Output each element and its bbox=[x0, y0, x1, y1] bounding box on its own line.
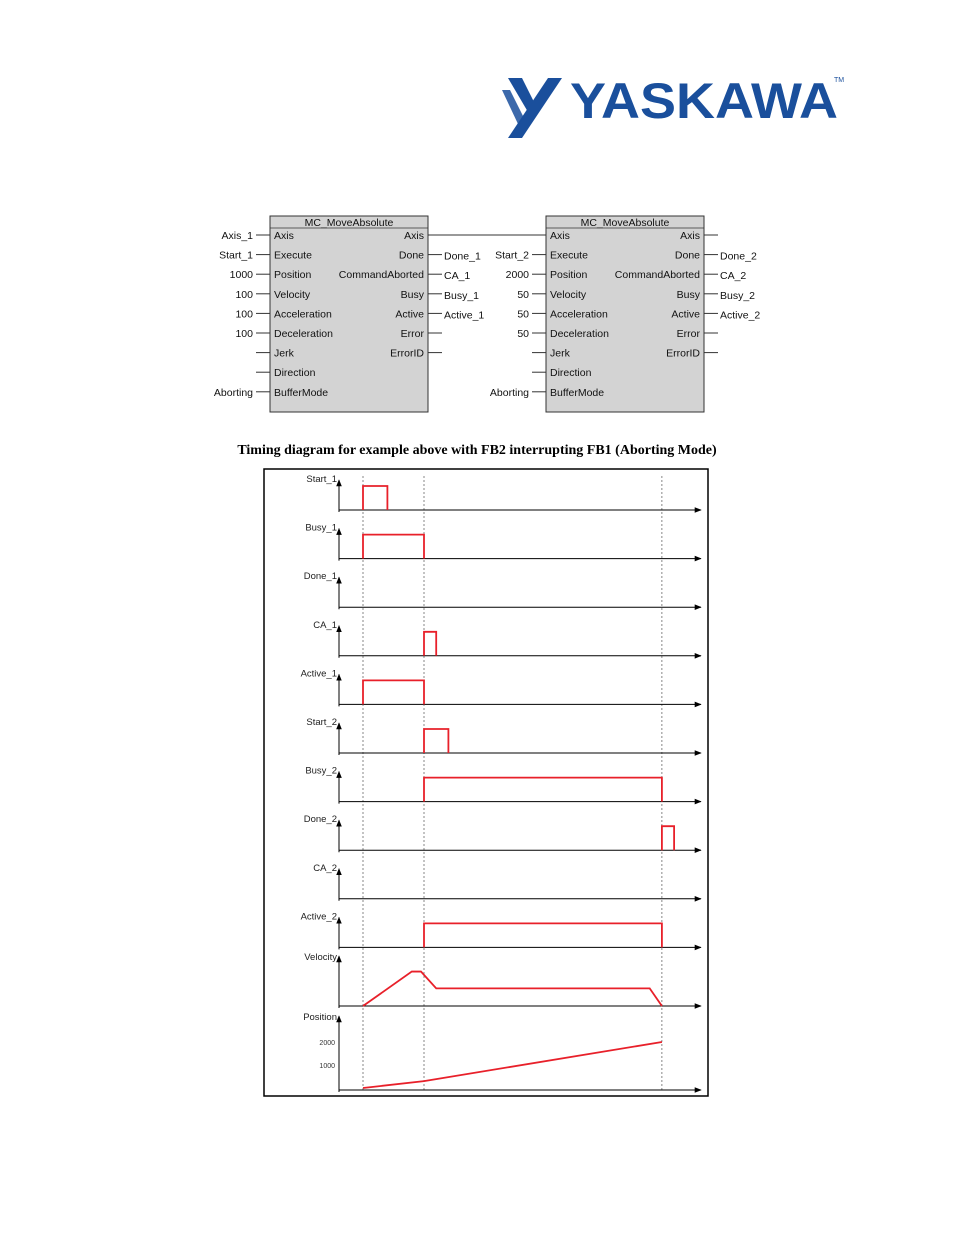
input-pin-buffermode: BufferMode bbox=[274, 386, 329, 399]
signal-high-pulse bbox=[662, 826, 674, 850]
yaskawa-logo bbox=[500, 70, 850, 145]
input-value: Start_2 bbox=[495, 249, 529, 262]
output-pin-error: Error bbox=[400, 328, 424, 340]
signal-velocity bbox=[304, 952, 701, 1008]
input-value: 50 bbox=[517, 308, 529, 321]
input-pin-acceleration: Acceleration bbox=[550, 308, 608, 321]
output-value: Done_1 bbox=[444, 250, 481, 263]
velocity-profile bbox=[363, 972, 662, 1006]
output-pin-done: Done bbox=[398, 249, 424, 262]
timing-diagram bbox=[263, 468, 709, 1098]
input-value: Aborting bbox=[489, 386, 529, 399]
signal-high-pulse bbox=[424, 778, 662, 802]
output-pin-errorid: ErrorID bbox=[666, 347, 700, 360]
signal-label: Position bbox=[303, 1012, 337, 1023]
signal-label: Done_2 bbox=[303, 814, 337, 826]
signal-busy_1 bbox=[305, 523, 701, 561]
signal-high-pulse bbox=[363, 486, 387, 510]
position-profile bbox=[363, 1042, 662, 1088]
input-value: Axis_1 bbox=[221, 230, 253, 242]
input-pin-velocity: Velocity bbox=[550, 288, 587, 301]
signal-label: Start_2 bbox=[306, 717, 337, 728]
function-block-title: MC_MoveAbsolute bbox=[304, 217, 394, 229]
position-tick-label: 2000 bbox=[319, 1040, 335, 1047]
output-pin-commandaborted: CommandAborted bbox=[338, 269, 424, 282]
input-value: 100 bbox=[235, 308, 253, 321]
input-value: 50 bbox=[517, 328, 529, 340]
output-pin-axis: Axis bbox=[404, 230, 424, 242]
input-pin-velocity: Velocity bbox=[274, 288, 311, 301]
output-value: CA_1 bbox=[444, 270, 471, 283]
input-pin-execute: Execute bbox=[274, 249, 312, 262]
function-block-1 bbox=[214, 216, 485, 412]
brand-trademark: TM bbox=[834, 77, 845, 84]
input-pin-execute: Execute bbox=[550, 249, 588, 262]
output-pin-busy: Busy bbox=[400, 288, 424, 301]
output-pin-busy: Busy bbox=[676, 288, 700, 301]
output-value: Busy_1 bbox=[444, 289, 480, 302]
signal-label: Velocity bbox=[304, 952, 337, 963]
signal-label: Done_1 bbox=[303, 571, 337, 583]
input-value: 100 bbox=[235, 288, 253, 301]
input-pin-buffermode: BufferMode bbox=[550, 386, 605, 399]
signal-label: CA_2 bbox=[313, 862, 337, 874]
output-pin-error: Error bbox=[676, 328, 700, 340]
yaskawa-emblem-icon bbox=[502, 78, 562, 138]
timing-frame bbox=[264, 469, 708, 1096]
signal-high-pulse bbox=[363, 680, 424, 704]
input-pin-deceleration: Deceleration bbox=[550, 328, 609, 340]
signal-high-pulse bbox=[424, 632, 436, 656]
input-value: 1000 bbox=[229, 269, 253, 282]
signal-high-pulse bbox=[363, 535, 424, 559]
output-pin-commandaborted: CommandAborted bbox=[614, 269, 700, 282]
function-block-2 bbox=[490, 216, 761, 412]
signal-label: CA_1 bbox=[313, 619, 337, 631]
input-value: 50 bbox=[517, 288, 529, 301]
input-value: Aborting bbox=[213, 386, 253, 399]
input-pin-position: Position bbox=[550, 269, 588, 282]
signal-active_2 bbox=[301, 911, 701, 949]
output-pin-active: Active bbox=[395, 308, 424, 321]
signal-label: Active_2 bbox=[300, 911, 337, 923]
input-value: Start_1 bbox=[219, 249, 253, 262]
brand-name: YASKAWA bbox=[570, 73, 838, 129]
input-pin-axis: Axis bbox=[274, 230, 294, 242]
signal-start_2 bbox=[306, 717, 701, 755]
output-value: Active_2 bbox=[720, 309, 761, 322]
input-pin-direction: Direction bbox=[550, 367, 592, 380]
input-pin-position: Position bbox=[274, 269, 312, 282]
input-value: 100 bbox=[235, 328, 253, 340]
position-tick-label: 1000 bbox=[319, 1063, 335, 1070]
output-value: Busy_2 bbox=[720, 289, 756, 302]
signal-ca_2 bbox=[313, 863, 701, 901]
timing-diagram-title: Timing diagram for example above with FB2 interrupting FB1 (Aborting Mode) bbox=[237, 443, 717, 458]
input-pin-acceleration: Acceleration bbox=[274, 308, 332, 321]
output-value: CA_2 bbox=[720, 270, 747, 283]
signal-label: Active_1 bbox=[300, 668, 337, 680]
input-pin-axis: Axis bbox=[550, 230, 570, 242]
input-value: 2000 bbox=[505, 269, 529, 282]
input-pin-direction: Direction bbox=[274, 367, 316, 380]
output-pin-errorid: ErrorID bbox=[390, 347, 424, 360]
input-pin-jerk: Jerk bbox=[550, 347, 570, 360]
output-pin-axis: Axis bbox=[680, 230, 700, 242]
signal-active_1 bbox=[301, 668, 701, 706]
signal-label: Busy_2 bbox=[305, 765, 337, 777]
function-block-title: MC_MoveAbsolute bbox=[580, 217, 670, 229]
output-value: Done_2 bbox=[720, 250, 757, 263]
function-block-diagram bbox=[0, 200, 954, 420]
output-pin-done: Done bbox=[674, 249, 700, 262]
signal-label: Start_1 bbox=[306, 474, 337, 485]
signal-label: Busy_1 bbox=[305, 522, 337, 534]
signal-high-pulse bbox=[424, 923, 662, 947]
input-pin-deceleration: Deceleration bbox=[274, 328, 333, 340]
signal-busy_2 bbox=[305, 766, 701, 804]
signal-start_1 bbox=[306, 474, 701, 512]
output-value: Active_1 bbox=[444, 309, 485, 322]
signal-ca_1 bbox=[313, 620, 701, 658]
input-pin-jerk: Jerk bbox=[274, 347, 294, 360]
signal-high-pulse bbox=[424, 729, 448, 753]
output-pin-active: Active bbox=[671, 308, 700, 321]
